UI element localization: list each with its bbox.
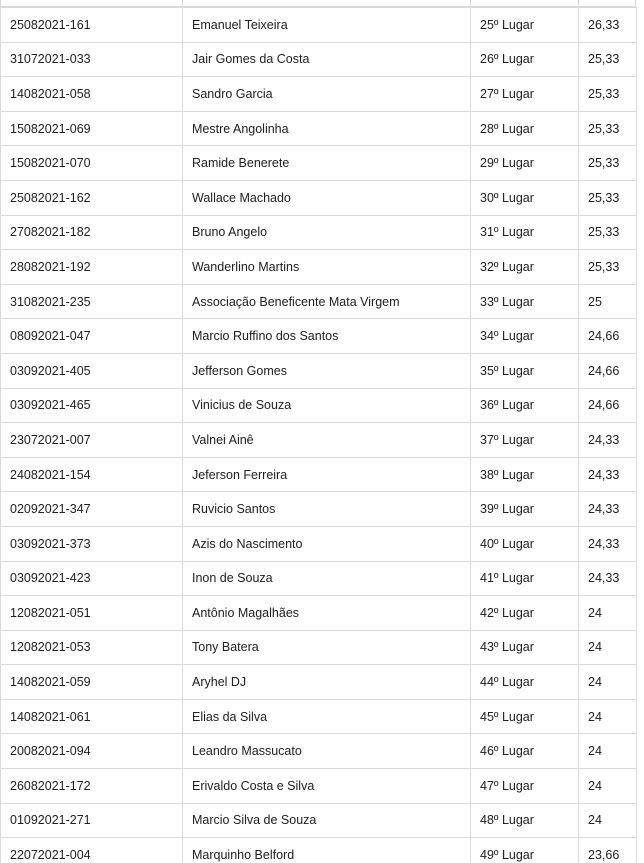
cell-code: 31072021-033 [1,42,183,77]
cell-place: 30º Lugar [471,180,579,215]
cell-score: 24,33 [579,561,637,596]
table-row [1,180,637,215]
table-row [1,423,637,458]
cell-name: Jeferson Ferreira [183,457,471,492]
cell-name: Mestre Angolinha [183,111,471,146]
cell-name: Marquinho Belford [183,838,471,863]
cell-place: 48º Lugar [471,803,579,838]
cell-name: Marcio Silva de Souza [183,803,471,838]
cell-place: 38º Lugar [471,457,579,492]
cell-name: Tony Batera [183,630,471,665]
cell-place: 41º Lugar [471,561,579,596]
cell-place: 33º Lugar [471,284,579,319]
cell-place: 42º Lugar [471,596,579,631]
cell-score: 25 [579,284,637,319]
cell-code: 31082021-235 [1,284,183,319]
cell-name: Sandro Garcia [183,77,471,112]
ranking-table-body [1,8,637,863]
table-row [1,803,637,838]
table-row [1,526,637,561]
cell-score: 24,33 [579,492,637,527]
table-row [1,319,637,354]
cell-score: 25,33 [579,146,637,181]
cell-name: Leandro Massucato [183,734,471,769]
cell-code: 12082021-053 [1,630,183,665]
cell-score: 25,33 [579,77,637,112]
table-row [1,769,637,804]
cell-name: Wanderlino Martins [183,250,471,285]
table-row [1,146,637,181]
table-row [1,284,637,319]
cell-name: Jefferson Gomes [183,353,471,388]
cell-code: 03092021-423 [1,561,183,596]
cell-name: Antônio Magalhães [183,596,471,631]
cell-score: 24,33 [579,457,637,492]
cell-name: Ruvicio Santos [183,492,471,527]
cell-score: 24,66 [579,319,637,354]
cell-score: 24,66 [579,388,637,423]
table-row [1,215,637,250]
table-row [1,42,637,77]
cell-code: 03092021-405 [1,353,183,388]
table-row [1,457,637,492]
table-row [1,838,637,863]
cell-name: Jair Gomes da Costa [183,42,471,77]
cell-score: 24,33 [579,526,637,561]
cell-place: 46º Lugar [471,734,579,769]
table-row [1,561,637,596]
cell-score: 24 [579,769,637,804]
cell-place: 26º Lugar [471,42,579,77]
cell-code: 23072021-007 [1,423,183,458]
cell-score: 24,66 [579,353,637,388]
cell-code: 26082021-172 [1,769,183,804]
cell-name: Associação Beneficente Mata Virgem [183,284,471,319]
column-divider [182,0,183,6]
cell-score: 24,33 [579,423,637,458]
cell-place: 25º Lugar [471,8,579,43]
table-row [1,665,637,700]
cell-code: 15082021-069 [1,111,183,146]
table-row [1,492,637,527]
cell-place: 32º Lugar [471,250,579,285]
table-row [1,111,637,146]
cell-name: Erivaldo Costa e Silva [183,769,471,804]
cell-code: 27082021-182 [1,215,183,250]
cell-name: Ramide Benerete [183,146,471,181]
table-row [1,388,637,423]
cell-place: 40º Lugar [471,526,579,561]
cell-score: 25,33 [579,42,637,77]
cell-name: Emanuel Teixeira [183,8,471,43]
cell-place: 28º Lugar [471,111,579,146]
table-row [1,353,637,388]
cell-name: Bruno Angelo [183,215,471,250]
cell-code: 24082021-154 [1,457,183,492]
cell-name: Valnei Ainê [183,423,471,458]
table-row [1,250,637,285]
cell-place: 29º Lugar [471,146,579,181]
column-divider [578,0,579,6]
cell-name: Vinicius de Souza [183,388,471,423]
table-row [1,630,637,665]
cell-score: 25,33 [579,111,637,146]
cell-score: 25,33 [579,215,637,250]
table-row [1,596,637,631]
cell-code: 25082021-162 [1,180,183,215]
table-row [1,699,637,734]
cell-score: 25,33 [579,180,637,215]
cell-code: 14082021-058 [1,77,183,112]
cell-place: 39º Lugar [471,492,579,527]
cell-score: 24 [579,665,637,700]
cell-code: 28082021-192 [1,250,183,285]
cell-score: 24 [579,803,637,838]
cell-code: 08092021-047 [1,319,183,354]
table-row [1,734,637,769]
cell-place: 31º Lugar [471,215,579,250]
table-row [1,77,637,112]
cell-code: 03092021-373 [1,526,183,561]
cell-name: Elias da Silva [183,699,471,734]
cell-name: Aryhel DJ [183,665,471,700]
cell-code: 22072021-004 [1,838,183,863]
cell-name: Azis do Nascimento [183,526,471,561]
cell-name: Wallace Machado [183,180,471,215]
cell-code: 14082021-061 [1,699,183,734]
cell-code: 14082021-059 [1,665,183,700]
cell-code: 12082021-051 [1,596,183,631]
cell-place: 37º Lugar [471,423,579,458]
cell-score: 26,33 [579,8,637,43]
cell-place: 45º Lugar [471,699,579,734]
cell-score: 24 [579,699,637,734]
cell-code: 03092021-465 [1,388,183,423]
cell-score: 24 [579,630,637,665]
cell-name: Marcio Ruffino dos Santos [183,319,471,354]
cell-place: 34º Lugar [471,319,579,354]
cell-code: 01092021-271 [1,803,183,838]
cell-place: 36º Lugar [471,388,579,423]
cell-place: 49º Lugar [471,838,579,863]
clipped-header-row [0,0,636,7]
cell-place: 35º Lugar [471,353,579,388]
cell-code: 25082021-161 [1,8,183,43]
cell-score: 24 [579,596,637,631]
cell-code: 15082021-070 [1,146,183,181]
cell-code: 20082021-094 [1,734,183,769]
cell-code: 02092021-347 [1,492,183,527]
cell-name: Inon de Souza [183,561,471,596]
table-row [1,8,637,43]
column-divider [470,0,471,6]
cell-place: 47º Lugar [471,769,579,804]
cell-score: 23,66 [579,838,637,863]
cell-place: 44º Lugar [471,665,579,700]
cell-score: 24 [579,734,637,769]
cell-place: 43º Lugar [471,630,579,665]
cell-place: 27º Lugar [471,77,579,112]
ranking-table [0,7,637,863]
cell-score: 25,33 [579,250,637,285]
